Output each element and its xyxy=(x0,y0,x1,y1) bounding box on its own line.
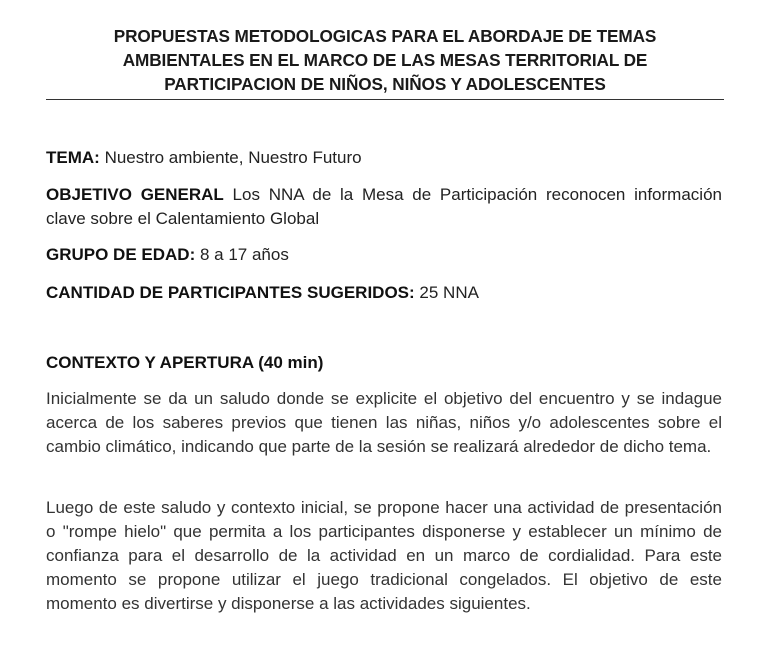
title-line-3: PARTICIPACION DE NIÑOS, NIÑOS Y ADOLESCENTES xyxy=(164,74,606,94)
field-tema-value: Nuestro ambiente, Nuestro Futuro xyxy=(104,148,362,167)
paragraph-2: Luego de este saludo y contexto inicial, se propone hacer una actividad de presentación o "rompe hielo" que permita a los participantes disponerse y establecer un mínimo de confianza para el desarrollo de la actividad en un marco de cordialidad. Para este momento se propone utilizar el juego tradicional congelados. El objetivo de este momento es divertirse y disponerse a las actividades siguientes. xyxy=(46,498,722,613)
field-grupo xyxy=(46,243,722,267)
field-objetivo-label: OBJETIVO GENERAL xyxy=(46,185,224,204)
field-tema xyxy=(46,146,722,170)
field-cantidad xyxy=(46,281,722,305)
paragraph-1: Inicialmente se da un saludo donde se explicite el objetivo del encuentro y se indague acerca de los saberes previos que tienen las niñas, niños y/o adolescentes sobre el cambio climático, indicando que parte de la sesión se realizará alrededor de dicho tema. xyxy=(46,389,722,456)
title-divider xyxy=(46,99,724,100)
field-cantidad-label: CANTIDAD DE PARTICIPANTES SUGERIDOS: xyxy=(46,283,415,302)
field-tema-label: TEMA: xyxy=(46,148,100,167)
title-line-2: AMBIENTALES EN EL MARCO DE LAS MESAS TERRITORIAL DE xyxy=(122,50,648,70)
field-objetivo xyxy=(46,183,722,231)
field-grupo-value: 8 a 17 años xyxy=(199,245,289,264)
field-cantidad-value: 25 NNA xyxy=(419,283,479,302)
field-objetivo-value: Los NNA de la Mesa de Participación reconocen información clave sobre el Calentamiento Global xyxy=(46,185,722,228)
field-grupo-label: GRUPO DE EDAD: xyxy=(46,245,196,264)
section-heading: CONTEXTO Y APERTURA (40 min) xyxy=(46,353,324,372)
title-line-1: PROPUESTAS METODOLOGICAS PARA EL ABORDAJE DE TEMAS xyxy=(113,26,657,46)
document-title xyxy=(46,24,724,96)
